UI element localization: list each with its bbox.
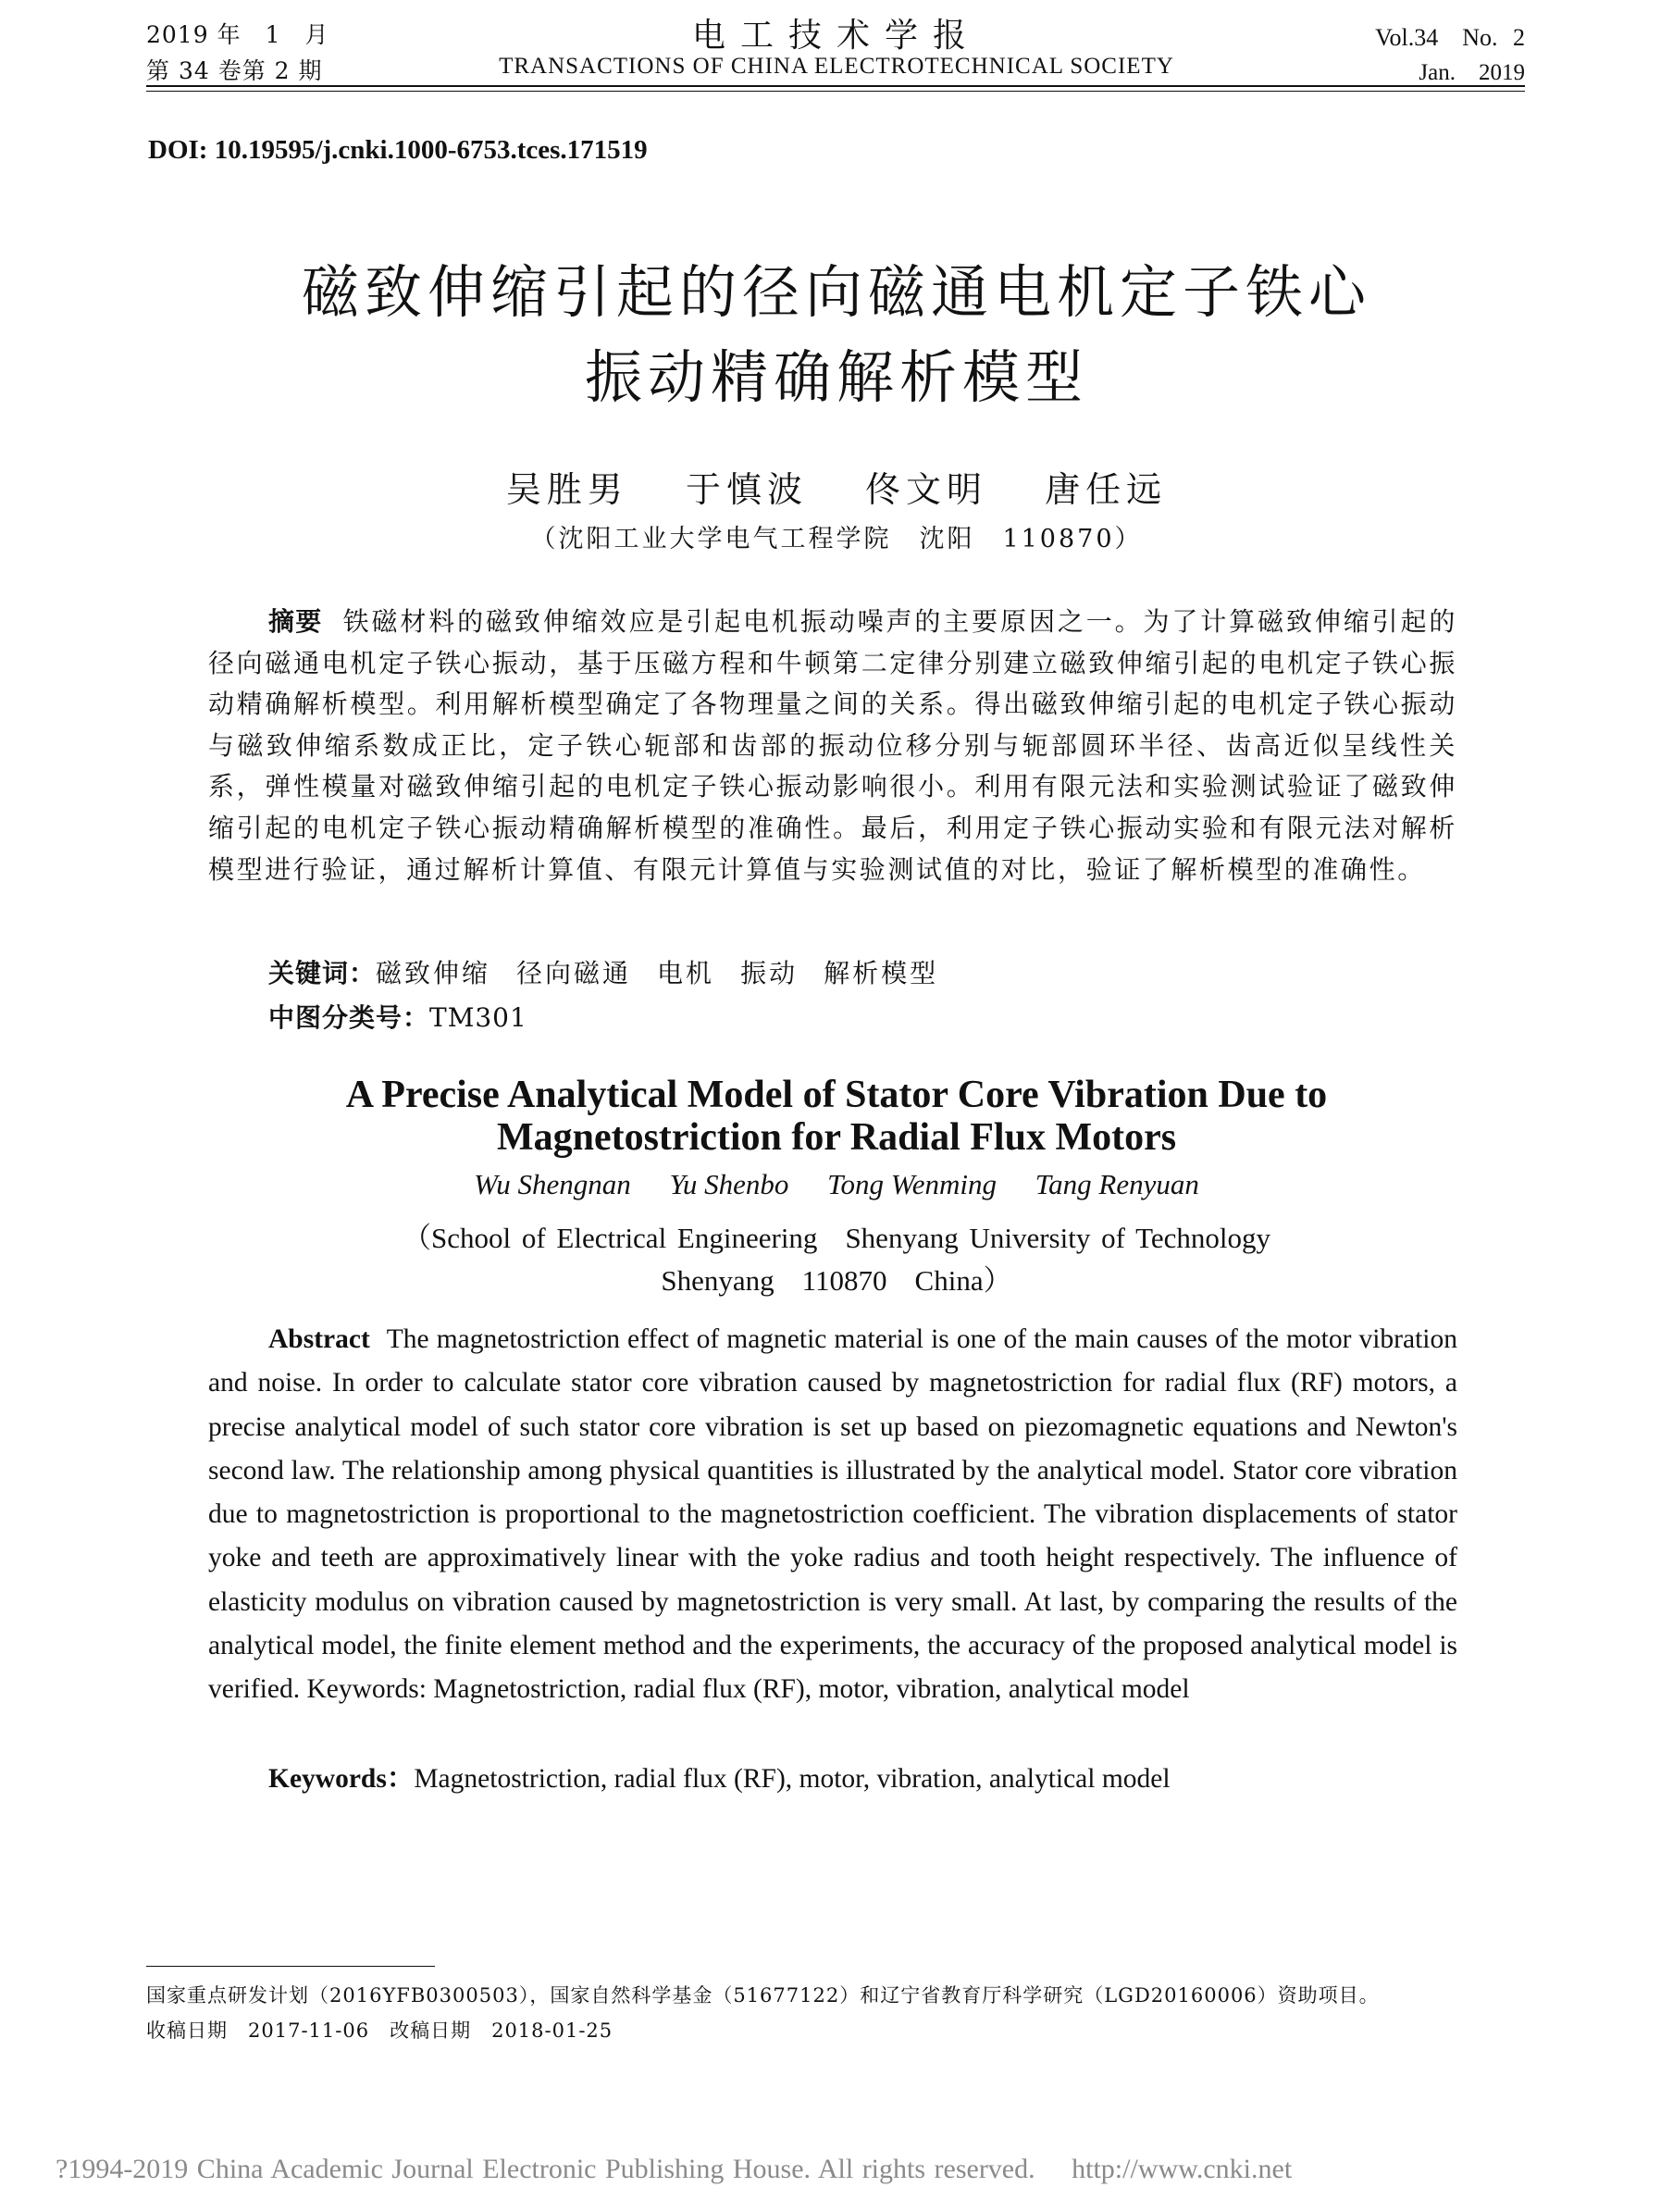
title-cn-line2: 振动精确解析模型 <box>584 343 1088 411</box>
affiliation-en-university: Shenyang University of Technology <box>845 1222 1270 1254</box>
keyword-cn: 电机 <box>657 958 715 988</box>
paper-title-en <box>0 1074 1673 1159</box>
keywords-cn-label: 关键词： <box>268 958 377 988</box>
keywords-en <box>268 1757 1171 1796</box>
abstract-en <box>208 1318 1457 1712</box>
paper-title-cn <box>0 250 1673 420</box>
author-cn: 吴胜男 <box>505 469 628 510</box>
abstract-cn-text: 铁磁材料的磁致伸缩效应是引起电机振动噪声的主要原因之一。为了计算磁致伸缩引起的径向磁通电机定子铁心振动，基于压磁方程和牛顿第二定律分别建立磁致伸缩引起的电机定子铁心振动精确解析模型。利用解析模型确定了各物理量之间的关系。得出磁致伸缩引起的电机定子铁心振动与磁致伸缩系数成正比，定子铁心轭部和齿部的振动位移分别与轭部圆环半径、齿高近似呈线性关系，弹性模量对磁致伸缩引起的电机定子铁心振动影响很小。利用有限元法和实验测试验证了磁致伸缩引起的电机定子铁心振动精确解析模型的准确性。最后，利用定子铁心振动实验和有限元法对解析模型进行验证，通过解析计算值、有限元计算值与实验测试值的对比，验证了解析模型的准确性。 <box>208 606 1457 885</box>
copyright-footer: ?1994-2019 China Academic Journal Electronic Publishing House. All rights reserved. http://www.cnki.net <box>56 2154 1293 2184</box>
title-en-line1: A Precise Analytical Model of Stator Core Vibration Due to <box>345 1074 1328 1116</box>
month-year-en: Jan. 2019 <box>1419 60 1525 85</box>
title-en-line2: Magnetostriction for Radial Flux Motors <box>496 1116 1177 1159</box>
affiliation-en-country: China） <box>914 1264 1012 1297</box>
header-rule-thick <box>146 85 1525 87</box>
keyword-cn: 径向磁通 <box>516 958 632 988</box>
keywords-en-text: Magnetostriction, radial flux (RF), motor, vibration, analytical model <box>414 1764 1171 1794</box>
keywords-en-label: Keywords： <box>268 1764 415 1794</box>
affiliation-en-school: （School of Electrical Engineering <box>403 1222 818 1254</box>
funding-footnote: 国家重点研发计划（2016YFB0300503），国家自然科学基金（51677122）和辽宁省教育厅科学研究（LGD20160006）资助项目。 <box>146 1984 1380 2007</box>
keyword-cn: 磁致伸缩 <box>376 958 491 988</box>
journal-name-cn: 电工技术学报 <box>691 17 981 55</box>
abstract-cn-label: 摘要 <box>268 606 323 637</box>
volume-number-en: Vol.34 No. 2 <box>1375 24 1525 51</box>
author-en: Tang Renyuan <box>1035 1168 1199 1200</box>
author-list-en <box>0 1168 1673 1201</box>
journal-name-en: TRANSACTIONS OF CHINA ELECTROTECHNICAL SOCIETY <box>499 54 1174 79</box>
doi[interactable]: DOI: 10.19595/j.cnki.1000-6753.tces.171519 <box>148 135 648 165</box>
abstract-en-text: The magnetostriction effect of magnetic material is one of the main causes of the motor vibration and noise. In order to calculate stator core vibration caused by magnetostriction for radial flux (RF) motors, a precise analytical model of such stator core vibration is set up based on piezomagnetic equations and Newton's second law. The relationship among physical quantities is illustrated by the analytical model. Stator core vibration due to magnetostriction is proportional to the magnetostriction coefficient. The vibration displacements of stator yoke and teeth are approximatively linear with the yoke radius and tooth height respectively. The influence of elasticity modulus on vibration caused by magnetostriction is very small. At last, by comparing the results of the analytical model, the finite element method and the experiments, the accuracy of the proposed analytical model is verified. Keywords: Magnetostriction, radial flux (RF), motor, vibration, analytical model <box>208 1324 1457 1705</box>
author-en: Wu Shengnan <box>474 1168 631 1200</box>
classification-cn <box>268 998 527 1035</box>
affiliation-cn: （沈阳工业大学电气工程学院 沈阳 110870） <box>530 525 1143 553</box>
dates-footnote: 收稿日期 2017-11-06 改稿日期 2018-01-25 <box>146 2019 613 2042</box>
author-cn: 佟文明 <box>865 469 988 510</box>
keywords-cn <box>268 953 964 990</box>
keyword-cn: 解析模型 <box>824 958 939 988</box>
volume-issue-cn: 第 34 卷第 2 期 <box>146 57 323 84</box>
affiliation-en-line2 <box>0 1257 1673 1299</box>
issue-date: 2019 年 1 月 <box>146 21 329 48</box>
author-en: Yu Shenbo <box>669 1168 789 1200</box>
classification-cn-label: 中图分类号： <box>268 1002 430 1033</box>
abstract-cn <box>208 602 1457 890</box>
affiliation-en-postcode: 110870 <box>801 1264 887 1297</box>
affiliation-en-line1 <box>0 1214 1673 1256</box>
author-cn: 于慎波 <box>685 469 808 510</box>
header-rule-thin <box>146 91 1525 92</box>
classification-cn-value: TM301 <box>429 1002 527 1033</box>
affiliation-en-city: Shenyang <box>661 1264 775 1297</box>
title-cn-line1: 磁致伸缩引起的径向磁通电机定子铁心 <box>301 258 1371 326</box>
keyword-cn: 振动 <box>740 958 799 988</box>
author-list-cn <box>0 461 1673 512</box>
author-en: Tong Wenming <box>827 1168 998 1200</box>
author-cn: 唐任远 <box>1045 469 1168 510</box>
footnote-rule <box>146 1966 435 1967</box>
abstract-en-label: Abstract <box>268 1324 370 1354</box>
